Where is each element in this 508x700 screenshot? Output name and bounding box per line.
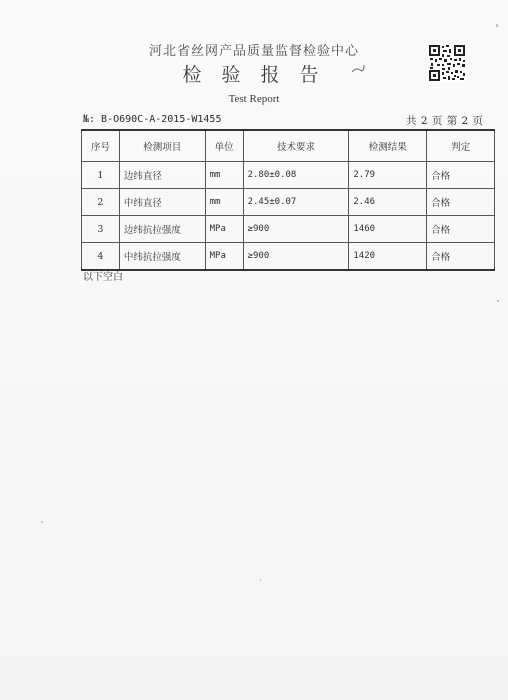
table-header-row xyxy=(82,130,495,162)
header-no: 序号 xyxy=(82,130,120,162)
row-verdict: 合格 xyxy=(427,216,495,243)
row-result: 1420 xyxy=(349,243,427,271)
header-requirement: 技术要求 xyxy=(243,130,349,162)
header-verdict: 判定 xyxy=(427,130,495,162)
report-subtitle: Test Report xyxy=(228,93,280,105)
row-unit: MPa xyxy=(205,243,243,271)
row-requirement: 2.80±0.08 xyxy=(243,162,349,189)
results-table xyxy=(81,129,495,271)
handwritten-mark-icon xyxy=(351,63,365,75)
row-item: 边纬抗拉强度 xyxy=(119,216,205,243)
row-item: 中纬抗拉强度 xyxy=(119,243,205,271)
row-unit: MPa xyxy=(205,216,243,243)
row-requirement: 2.45±0.07 xyxy=(243,189,349,216)
organization-name: 河北省丝网产品质量监督检验中心 xyxy=(148,44,359,59)
row-item: 中纬直径 xyxy=(119,189,205,216)
row-no: 3 xyxy=(82,216,120,243)
row-requirement: ≥900 xyxy=(243,243,349,271)
row-unit: mm xyxy=(205,189,243,216)
row-no: 4 xyxy=(82,243,120,271)
row-no: 2 xyxy=(82,189,120,216)
report-number: №: B-O690C-A-2015-W1455 xyxy=(83,114,222,125)
scan-speck xyxy=(41,521,43,523)
row-result: 2.79 xyxy=(349,162,427,189)
header-result: 检测结果 xyxy=(349,130,427,162)
report-title: 检 验 报 告 xyxy=(182,64,326,86)
page-count: 共 2 页 第 2 页 xyxy=(406,115,484,127)
blank-below-note: 以下空白 xyxy=(83,272,123,283)
scan-speck xyxy=(260,579,261,581)
row-item: 边纬直径 xyxy=(119,162,205,189)
scan-speck xyxy=(496,24,498,27)
header-unit: 单位 xyxy=(205,130,243,162)
table-row xyxy=(82,189,495,216)
header-item: 检测项目 xyxy=(119,130,205,162)
row-verdict: 合格 xyxy=(427,162,495,189)
row-unit: mm xyxy=(205,162,243,189)
table-row xyxy=(82,162,495,189)
scan-speck xyxy=(497,300,499,302)
table-row xyxy=(82,243,495,271)
row-result: 1460 xyxy=(349,216,427,243)
row-result: 2.46 xyxy=(349,189,427,216)
row-requirement: ≥900 xyxy=(243,216,349,243)
qr-code-icon xyxy=(428,44,466,82)
table-row xyxy=(82,216,495,243)
row-verdict: 合格 xyxy=(427,189,495,216)
row-verdict: 合格 xyxy=(427,243,495,271)
row-no: 1 xyxy=(82,162,120,189)
